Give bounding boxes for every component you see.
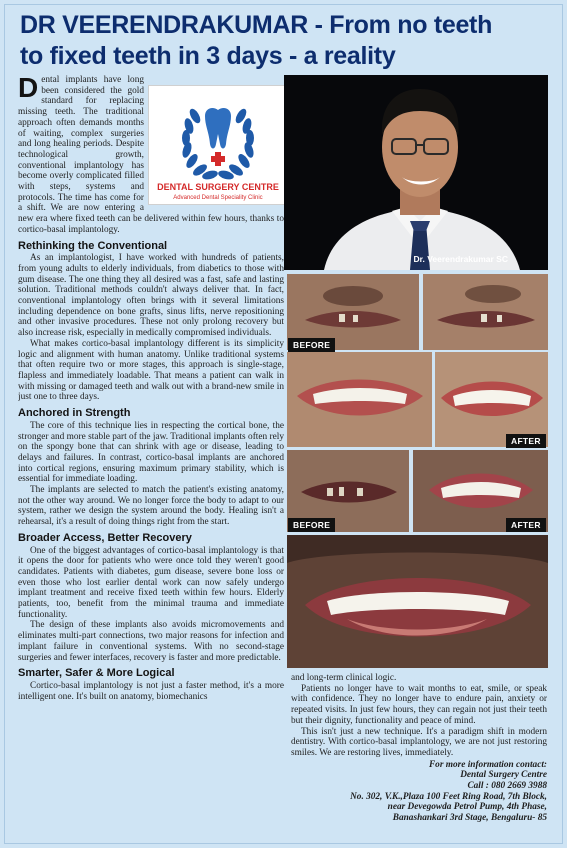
portrait-caption: Dr. Veerendrakumar SC: [413, 254, 508, 264]
contact-address-2: near Devegowda Petrol Pump, 4th Phase,: [387, 802, 547, 813]
section-paragraph: One of the biggest advantages of cortico-basal implantology is that it opens the door for patients who were once told they weren't good candidates. Patients with diabetes, gum disease, severe bone loss or even those who lost earlier dental work can now safely undergo implant treatment and receive fixed teeth within few hours. Elderly patients, too, benefit from the minimal trauma and immediate functionality.: [18, 545, 284, 620]
contact-block: [291, 760, 547, 824]
continuation-paragraph: Patients no longer have to wait months to eat, smile, or speak with confidence. They no longer have to endure pain, anxiety or repeated visits. In just few hours, they can regain not just their teeth but their dignity, functionality and peace of mind.: [291, 683, 547, 726]
headline: [20, 10, 560, 72]
intro-paragraph: ental implants have long been considered the gold standard for replacing missing teeth. The traditional approach often demands months of waiting, complex surgeries and long healing periods. Despite technological growth, conventional implantology has become overly complicated filled with steps, systems and protocols. The time has come for a shift. We are now entering a new era where fixed teeth can be delivered within few hours, thanks to cortico-basal implantology.: [18, 75, 284, 235]
photo-after-1b: [435, 352, 548, 447]
continuation-first-line: and long-term clinical logic.: [291, 673, 397, 683]
logo-name: DENTAL SURGERY CENTRE: [157, 182, 279, 192]
headline-line-1: DR VEERENDRAKUMAR - From no teeth: [20, 11, 493, 39]
photo-before-1b: [423, 274, 548, 350]
after-label-2: AFTER: [506, 518, 546, 532]
section-paragraph: Cortico-basal implantology is not just a faster method, it's a more intelligent one. It's built on anatomy, biomechanics: [18, 680, 284, 702]
portrait-image: [284, 75, 548, 270]
section-paragraph: The design of these implants also avoids micromovements and eliminates multi-part connections, two major reasons for infection and implant failure in conventional systems. With no second-stage surgeries and fewer interfaces, recovery is faster and more predictable.: [18, 620, 284, 663]
section-heading-rethinking: Rethinking the Conventional: [18, 239, 168, 252]
section-paragraph: What makes cortico-basal implantology different is its simplicity logic and alignment with human anatomy. Unlike traditional systems that often require two or more stages, this approach is single-stage, flapless and immediately loadable. That means a patient can walk in with missing or damaged teeth and walk out with a brand-new smile in just one to three days.: [18, 338, 284, 403]
section-heading-anchored: Anchored in Strength: [18, 407, 131, 420]
section-paragraph: The implants are selected to match the patient's existing anatomy, not the other way around. We no longer force the body to adapt to our system, rather we design the system around the body. Healing isn't a rehearsal, it's a result of doing things right from the start.: [18, 485, 284, 528]
article-left-column: [18, 75, 284, 840]
headline-line-2: to fixed teeth in 3 days - a reality: [20, 42, 396, 70]
contact-heading: For more information contact:: [428, 759, 547, 770]
continuation-paragraph: This isn't just a new technique. It's a paradigm shift in modern dentistry. With cortico-basal implantology, we are not just restoring smiles. We are restoring lives, immediately.: [291, 726, 547, 758]
photo-smile-closeup: [287, 535, 548, 668]
doctor-portrait: [284, 75, 548, 270]
contact-phone: Call : 080 2669 3988: [467, 781, 547, 792]
drop-cap: D: [18, 75, 39, 103]
contact-address-1: No. 302, V.K.,Plaza 100 Feet Ring Road, 7th Block,: [350, 791, 547, 802]
contact-address-3: Banashankari 3rd Stage, Bengaluru- 85: [392, 813, 547, 824]
intro-block: [18, 75, 284, 236]
contact-clinic: Dental Surgery Centre: [460, 770, 547, 781]
article-right-column: [291, 673, 547, 841]
logo-tagline: Advanced Dental Speciality Clinic: [173, 195, 263, 201]
photo-after-1a: [287, 352, 432, 447]
section-paragraph: The core of this technique lies in respecting the cortical bone, the stronger and more stable part of the jaw. Traditional implants often rely on the spongy bone that can shrink with age or disease, leading to delays and failures. In contrast, cortico-basal implants are anchored into cortical regions, ensuring maximum primary stability, which is essential for immediate loading.: [18, 420, 284, 485]
clinic-logo: [148, 85, 284, 205]
before-label-2: BEFORE: [288, 518, 335, 532]
section-heading-smarter: Smarter, Safer & More Logical: [18, 667, 175, 680]
section-paragraph: As an implantologist, I have worked with hundreds of patients, from young adults to elderly individuals, from diabetics to those with gum disease. The one thing they all desired was a fast, safe and lasting solution. Traditional methods couldn't always deliver that. In fact, conventional implantology often brings with it several limitations including dependence on bone grafts, sinus lifts, nerve repositioning and other invasive procedures. These not only prolong recovery but also increase risk, especially in medically compromised individuals.: [18, 253, 284, 339]
section-heading-broader-access: Broader Access, Better Recovery: [18, 531, 192, 544]
before-label: BEFORE: [288, 338, 335, 352]
after-label: AFTER: [506, 434, 546, 448]
